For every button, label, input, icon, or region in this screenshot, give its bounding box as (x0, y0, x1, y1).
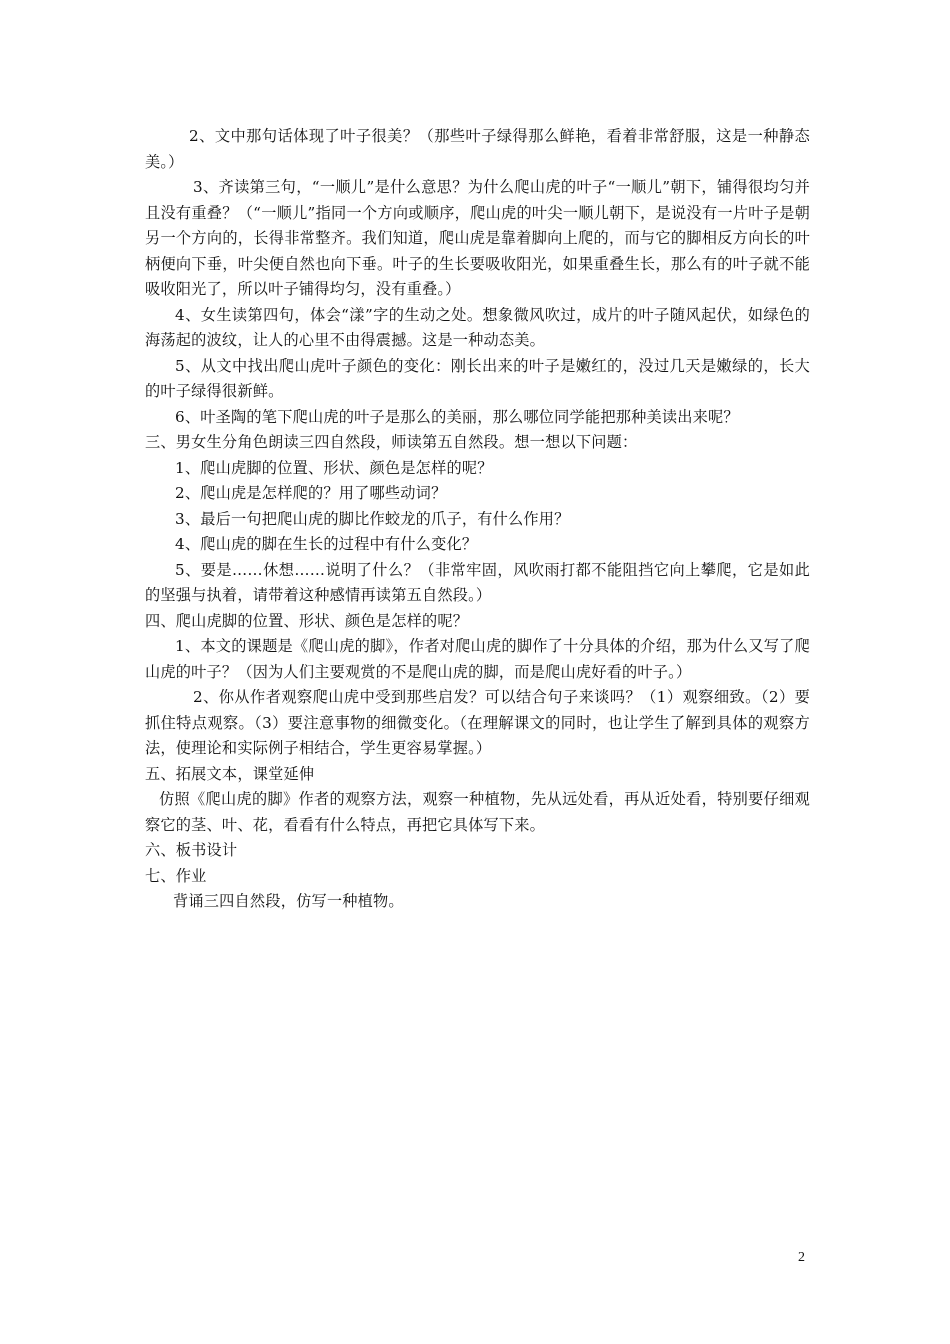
question-item: 1、爬山虎脚的位置、形状、颜色是怎样的呢？ (175, 458, 493, 477)
paragraph: 背诵三四自然段，仿写一种植物。 (173, 892, 404, 910)
question-item: 5、要是……休想……说明了什么？（非常牢固，风吹雨打都不能阻挡它向上攀爬，它是如此的坚强与执着，请带着这种感情再读第五自然段。） (145, 560, 810, 604)
paragraph: 2、你从作者观察爬山虎中受到那些启发？可以结合句子来谈吗？（1）观察细致。（2）要抓住特点观察。（3）要注意事物的细微变化。（在理解课文的同时，也让学生了解到具体的观察方法，使理论和实际例子相结合，学生更容易掌握。） (145, 688, 810, 757)
page-number: 2 (798, 1250, 805, 1265)
paragraph: 3、齐读第三句，“一顺儿”是什么意思？为什么爬山虎的叶子“一顺儿”朝下，铺得很均匀并且没有重叠？（“一顺儿”指同一个方向或顺序，爬山虎的叶尖一顺儿朝下，是说没有一片叶子是朝另一个方向的，长得非常整齐。我们知道，爬山虎是靠着脚向上爬的，而与它的脚相反方向长的叶柄便向下垂，叶尖便自然也向下垂。叶子的生长要吸收阳光，如果重叠生长，那么有的叶子就不能吸收阳光了，所以叶子铺得均匀，没有重叠。） (145, 178, 810, 298)
question-item: 2、爬山虎是怎样爬的？用了哪些动词？ (175, 484, 447, 502)
paragraph: 仿照《爬山虎的脚》作者的观察方法，观察一种植物，先从远处看，再从近处看，特别要仔细观察它的茎、叶、花，看看有什么特点，再把它具体写下来。 (145, 790, 810, 834)
paragraph: 1、本文的课题是《爬山虎的脚》，作者对爬山虎的脚作了十分具体的介绍，那为什么又写了爬山虎的叶子？（因为人们主要观赏的不是爬山虎的脚，而是爬山虎好看的叶子。） (145, 637, 810, 681)
paragraph: 2、文中那句话体现了叶子很美？（那些叶子绿得那么鲜艳，看着非常舒服，这是一种静态美。） (145, 127, 810, 171)
question-item: 4、爬山虎的脚在生长的过程中有什么变化？ (175, 535, 478, 553)
section-heading: 六、板书设计 (145, 841, 238, 859)
paragraph: 6、叶圣陶的笔下爬山虎的叶子是那么的美丽，那么哪位同学能把那种美读出来呢？ (175, 407, 739, 426)
document-body (145, 124, 810, 915)
section-heading: 七、作业 (145, 866, 207, 885)
question-item: 3、最后一句把爬山虎的脚比作蛟龙的爪子，有什么作用？ (175, 509, 570, 528)
section-heading: 五、拓展文本，课堂延伸 (145, 764, 315, 783)
paragraph: 5、从文中找出爬山虎叶子颜色的变化：刚长出来的叶子是嫩红的，没过几天是嫩绿的，长大的叶子绿得很新鲜。 (145, 356, 810, 400)
section-heading: 四、爬山虎脚的位置、形状、颜色是怎样的呢？ (145, 611, 469, 630)
paragraph: 4、女生读第四句，体会“漾”字的生动之处。想象微风吹过，成片的叶子随风起伏，如绿色的海荡起的波纹，让人的心里不由得震撼。这是一种动态美。 (145, 305, 810, 349)
section-heading: 三、男女生分角色朗读三四自然段，师读第五自然段。想一想以下问题： (145, 433, 638, 451)
